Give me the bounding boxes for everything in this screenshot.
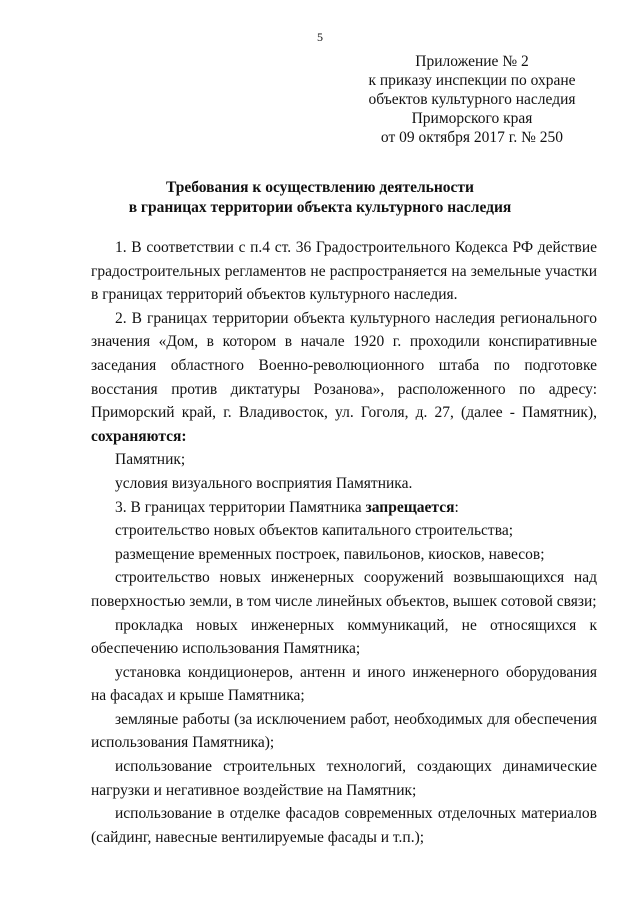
prohibited-item xyxy=(91,755,597,802)
text-line: обеспечению использования Памятника; xyxy=(91,640,361,658)
text-line: поверхностью земли, в том числе линейных объектов, вышек сотовой связи; xyxy=(91,592,597,610)
page-number: 5 xyxy=(317,30,323,44)
text-line: использования Памятника); xyxy=(91,734,275,752)
paragraph-2 xyxy=(91,307,597,449)
text-line: г. Владивосток, ул. Гоголя, д. 27, (далее - Памятник), xyxy=(223,404,598,422)
text-line: нагрузки и негативное воздействие на Памятник; xyxy=(91,781,417,799)
keep-heading: сохраняются: xyxy=(91,427,187,445)
appendix-order-line: Приморского края xyxy=(411,110,533,127)
appendix-title: Приложение № 2 xyxy=(415,53,529,70)
document-body xyxy=(91,236,597,849)
text-line: использование строительных технологий, создающих динамические xyxy=(115,758,597,776)
text-line: градостроительных регламентов не распространяется на земельные участки в xyxy=(91,262,597,304)
text-line: значения «Дом, в котором в начале 1920 г. проходили конспиративные xyxy=(91,333,597,351)
paragraph-1 xyxy=(91,236,597,307)
appendix-header xyxy=(356,52,588,147)
text-line: (сайдинг, навесные вентилируемые фасады и т.п.); xyxy=(91,828,425,846)
keep-item: Памятник; xyxy=(115,451,186,469)
text-line: земляные работы (за исключением работ, необходимых для обеспечения xyxy=(115,710,597,728)
text-line: 2. В границах территории объекта культурного наследия регионального xyxy=(115,309,597,327)
prohibited-heading: запрещается xyxy=(365,498,455,516)
appendix-order-line: объектов культурного наследия xyxy=(368,91,576,108)
text-line: фасадах и крыше Памятника; xyxy=(110,687,305,705)
text-line: прокладка новых инженерных коммуникаций, не относящихся к xyxy=(115,616,597,634)
prohibited-item: размещение временных построек, павильонов, киосков, навесов; xyxy=(115,545,545,563)
text-line: заседания областного Военно-революционного штаба по подготовке восстания xyxy=(91,356,597,398)
prohibited-item: строительство новых объектов капитального строительства; xyxy=(115,522,514,540)
title-line: в границах территории объекта культурного наследия xyxy=(128,199,512,216)
text-line: строительство новых инженерных сооружений возвышающихся над xyxy=(115,569,597,587)
appendix-order-line: к приказу инспекции по охране xyxy=(368,72,576,89)
text-line: : xyxy=(454,498,459,516)
prohibited-item xyxy=(91,802,597,849)
text-line: 1. В соответствии с п.4 ст. 36 Градостроительного Кодекса РФ действие xyxy=(115,239,597,256)
paragraph-3 xyxy=(91,496,597,520)
prohibited-item xyxy=(91,661,597,708)
text-line: границах территорий объектов культурного наследия. xyxy=(102,286,458,304)
title-line: Требования к осуществлению деятельности xyxy=(166,179,474,196)
prohibited-item xyxy=(91,566,597,613)
text-line: против диктатуры Розанова», расположенного по адресу: Приморский край, xyxy=(91,380,598,422)
keep-item: условия визуального восприятия Памятника. xyxy=(115,474,413,492)
text-line: установка кондиционеров, антенн и иного инженерного оборудования на xyxy=(91,663,597,705)
document-title xyxy=(40,178,600,218)
appendix-order-date: от 09 октября 2017 г. № 250 xyxy=(380,129,564,146)
text-line: использование в отделке фасадов современных отделочных материалов xyxy=(115,805,597,823)
prohibited-item xyxy=(91,614,597,661)
text-line: 3. В границах территории Памятника xyxy=(115,498,366,516)
prohibited-item xyxy=(91,708,597,755)
